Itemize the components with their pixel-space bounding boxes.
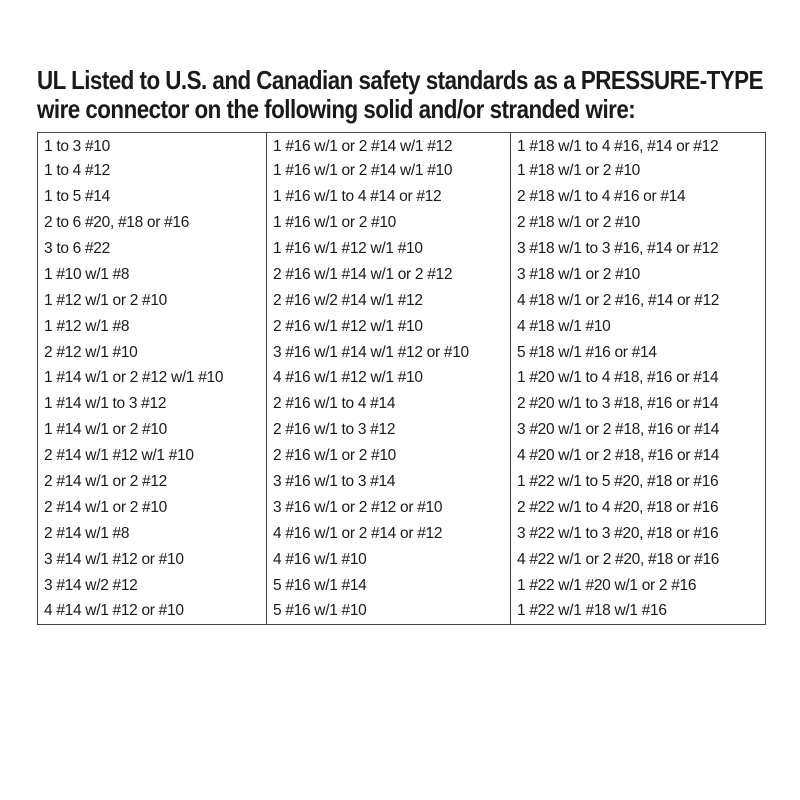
table-cell: 1 #22 w/1 to 5 #20, #18 or #16: [511, 469, 766, 495]
table-cell: 1 to 3 #10: [38, 133, 267, 159]
table-cell: 1 #18 w/1 or 2 #10: [511, 158, 766, 184]
table-row: [38, 495, 766, 521]
table-cell: 1 #16 w/1 to 4 #14 or #12: [267, 184, 511, 210]
table-cell: 2 #12 w/1 #10: [38, 340, 267, 366]
table-cell: 2 #16 w/2 #14 w/1 #12: [267, 288, 511, 314]
table-cell: 2 #14 w/1 or 2 #10: [38, 495, 267, 521]
table-cell: 1 #14 w/1 to 3 #12: [38, 391, 267, 417]
table-cell: 3 #16 w/1 #14 w/1 #12 or #10: [267, 340, 511, 366]
table-cell: 3 #16 w/1 or 2 #12 or #10: [267, 495, 511, 521]
table-row: [38, 262, 766, 288]
table-row: [38, 599, 766, 625]
table-cell: 4 #16 w/1 #10: [267, 547, 511, 573]
table-cell: 1 #16 w/1 or 2 #14 w/1 #10: [267, 158, 511, 184]
table-cell: 1 #14 w/1 or 2 #12 w/1 #10: [38, 366, 267, 392]
table-cell: 1 #22 w/1 #20 w/1 or 2 #16: [511, 573, 766, 599]
table-cell: 2 to 6 #20, #18 or #16: [38, 210, 267, 236]
table-cell: 3 #22 w/1 to 3 #20, #18 or #16: [511, 521, 766, 547]
table-row: [38, 469, 766, 495]
table-row: [38, 521, 766, 547]
table-row: [38, 443, 766, 469]
table-cell: 3 #18 w/1 to 3 #16, #14 or #12: [511, 236, 766, 262]
table-cell: 4 #16 w/1 #12 w/1 #10: [267, 366, 511, 392]
table-cell: 2 #14 w/1 or 2 #12: [38, 469, 267, 495]
table-cell: 1 #16 w/1 or 2 #10: [267, 210, 511, 236]
table-row: [38, 573, 766, 599]
table-cell: 2 #16 w/1 to 3 #12: [267, 417, 511, 443]
table-cell: 2 #16 w/1 to 4 #14: [267, 391, 511, 417]
table-row: [38, 133, 766, 159]
table-row: [38, 184, 766, 210]
table-cell: 5 #18 w/1 #16 or #14: [511, 340, 766, 366]
table-cell: 4 #14 w/1 #12 or #10: [38, 599, 267, 625]
table-cell: 3 to 6 #22: [38, 236, 267, 262]
table-cell: 1 #12 w/1 or 2 #10: [38, 288, 267, 314]
table-cell: 1 to 4 #12: [38, 158, 267, 184]
table-cell: 4 #18 w/1 or 2 #16, #14 or #12: [511, 288, 766, 314]
table-cell: 1 #10 w/1 #8: [38, 262, 267, 288]
table-cell: 5 #16 w/1 #14: [267, 573, 511, 599]
table-row: [38, 366, 766, 392]
table-cell: 1 #22 w/1 #18 w/1 #16: [511, 599, 766, 625]
table-cell: 1 #16 w/1 or 2 #14 w/1 #12: [267, 133, 511, 159]
page-heading: [37, 65, 763, 124]
table-cell: 2 #18 w/1 to 4 #16 or #14: [511, 184, 766, 210]
table-cell: 1 #14 w/1 or 2 #10: [38, 417, 267, 443]
heading-line-2: wire connector on the following solid and/or stranded wire:: [37, 94, 636, 124]
table-cell: 3 #16 w/1 to 3 #14: [267, 469, 511, 495]
table-row: [38, 288, 766, 314]
table-cell: 4 #20 w/1 or 2 #18, #16 or #14: [511, 443, 766, 469]
table-cell: 4 #18 w/1 #10: [511, 314, 766, 340]
table-row: [38, 236, 766, 262]
table-row: [38, 210, 766, 236]
table-cell: 4 #22 w/1 or 2 #20, #18 or #16: [511, 547, 766, 573]
table-cell: 2 #22 w/1 to 4 #20, #18 or #16: [511, 495, 766, 521]
table-cell: 1 #12 w/1 #8: [38, 314, 267, 340]
table-cell: 3 #18 w/1 or 2 #10: [511, 262, 766, 288]
table-cell: 2 #16 w/1 #14 w/1 or 2 #12: [267, 262, 511, 288]
table-cell: 2 #18 w/1 or 2 #10: [511, 210, 766, 236]
table-row: [38, 340, 766, 366]
table-row: [38, 314, 766, 340]
table-cell: 5 #16 w/1 #10: [267, 599, 511, 625]
table-cell: 2 #16 w/1 or 2 #10: [267, 443, 511, 469]
table-row: [38, 547, 766, 573]
table-cell: 1 to 5 #14: [38, 184, 267, 210]
table-cell: 3 #20 w/1 or 2 #18, #16 or #14: [511, 417, 766, 443]
table-cell: 1 #16 w/1 #12 w/1 #10: [267, 236, 511, 262]
table-cell: 2 #16 w/1 #12 w/1 #10: [267, 314, 511, 340]
heading-line-1: UL Listed to U.S. and Canadian safety standards as a PRESSURE-TYPE: [37, 65, 763, 95]
table-row: [38, 391, 766, 417]
table-cell: 2 #20 w/1 to 3 #18, #16 or #14: [511, 391, 766, 417]
wire-combination-table: [37, 132, 766, 625]
table-row: [38, 158, 766, 184]
table-cell: 2 #14 w/1 #8: [38, 521, 267, 547]
table-cell: 1 #18 w/1 to 4 #16, #14 or #12: [511, 133, 766, 159]
table-cell: 3 #14 w/1 #12 or #10: [38, 547, 267, 573]
table-cell: 3 #14 w/2 #12: [38, 573, 267, 599]
table-cell: 2 #14 w/1 #12 w/1 #10: [38, 443, 267, 469]
table-cell: 4 #16 w/1 or 2 #14 or #12: [267, 521, 511, 547]
table-cell: 1 #20 w/1 to 4 #18, #16 or #14: [511, 366, 766, 392]
table-body: [38, 133, 766, 625]
table-row: [38, 417, 766, 443]
